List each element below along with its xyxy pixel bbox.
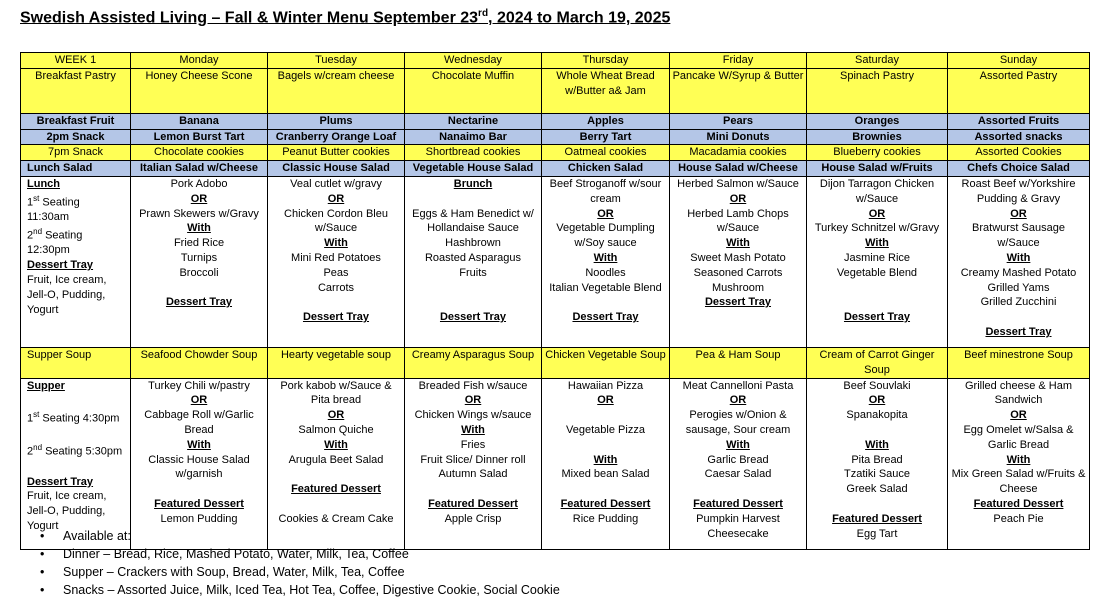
menu-heading: OR [190,394,208,407]
menu-item: Egg Omelet w/Salsa & Garlic Bread [963,423,1074,451]
snack-2pm-label: 2pm Snack [21,129,131,145]
menu-heading: OR [1010,409,1027,422]
menu-item: Fries [460,438,486,451]
menu-item: Carrots [317,281,355,294]
header-row-cell: Saturday [807,53,948,69]
menu-item: Italian Vegetable Blend [549,281,662,294]
breakfast-fruit-cell: Assorted Fruits [948,113,1090,129]
breakfast-pastry-cell: Whole Wheat Bread w/Butter a& Jam [542,68,670,113]
menu-item [407,482,539,497]
breakfast-fruit-cell: Nectarine [405,113,542,129]
menu-item: Cookies & Cream Cake [278,512,394,525]
lunch-row [21,176,1090,347]
menu-heading: Dessert Tray [704,296,772,309]
supper-soup-cell: Chicken Vegetable Soup [542,347,670,378]
menu-heading: With [726,438,750,451]
menu-heading: Featured Dessert [560,497,651,510]
menu-item [809,281,945,296]
menu-item [809,295,945,310]
menu-item: Mix Green Salad w/Fruits & Cheese [951,468,1086,496]
lunch-dessert-text: Fruit, Ice cream, Jell-O, Pudding, Yogurt [27,274,107,316]
lunch-day-cell [405,176,542,347]
header-row-cell: Friday [670,53,807,69]
snack-7pm-cell: Blueberry cookies [807,145,948,161]
menu-heading: With [324,438,348,451]
supper-soup-cell: Cream of Carrot Ginger Soup [807,347,948,378]
note-item: • Snacks – Assorted Juice, Milk, Iced Tea, Hot Tea, Coffee, Digestive Cookie, Social Cookie [40,581,560,599]
menu-heading: Dessert Tray [985,325,1052,338]
breakfast-fruit-cell: Apples [542,113,670,129]
supper-day-cell [268,378,405,549]
snack-2pm-cell: Mini Donuts [670,129,807,145]
lunch-day-cell [948,176,1090,347]
snack-7pm-row [21,145,1090,161]
menu-heading: Featured Dessert [428,497,518,510]
breakfast-pastry-cell: Chocolate Muffin [405,68,542,113]
supper-seating-2: 2nd Seating 5:30pm [27,443,123,459]
menu-item: Peach Pie [993,512,1044,525]
header-row-cell: Wednesday [405,53,542,69]
menu-item: Roasted Asparagus [424,251,521,264]
breakfast-fruit-cell: Pears [670,113,807,129]
menu-item [407,192,539,207]
lunch-title: Lunch [27,177,60,190]
menu-item: Grilled Zucchini [980,296,1057,309]
supper-day-cell [131,378,268,549]
menu-item: Seasoned Carrots [693,266,783,279]
availability-notes [40,527,560,599]
menu-item: Sweet Mash Potato [690,251,786,264]
menu-item: Caesar Salad [704,468,772,481]
menu-item: Garlic Bread [707,453,769,466]
lunch-salad-cell: Italian Salad w/Cheese [131,161,268,177]
breakfast-pastry-cell: Bagels w/cream cheese [268,68,405,113]
menu-item: Classic House Salad w/garnish [148,453,250,481]
menu-item: Mushroom [712,281,764,294]
menu-heading: Brunch [453,177,493,190]
snack-7pm-cell: Shortbread cookies [405,145,542,161]
menu-item: Breaded Fish w/sauce [418,379,528,392]
menu-heading: Featured Dessert [973,497,1064,510]
menu-heading: With [1006,251,1031,264]
lunch-seating-2: 2nd Seating [27,227,83,242]
breakfast-fruit-cell: Plums [268,113,405,129]
menu-heading: OR [868,394,886,407]
supper-soup-label: Supper Soup [21,347,131,378]
lunch-day-cell [542,176,670,347]
menu-heading: With [865,237,889,250]
menu-heading: OR [1010,207,1027,220]
supper-row [21,378,1090,549]
breakfast-pastry-label: Breakfast Pastry [21,68,131,113]
lunch-day-cell [268,176,405,347]
breakfast-fruit-cell: Banana [131,113,268,129]
menu-item [270,295,402,310]
menu-item: Herbed Lamb Chops w/Sauce [687,207,789,235]
menu-heading: With [324,237,348,250]
snack-2pm-cell: Brownies [807,129,948,145]
menu-item: Egg Tart [856,527,898,540]
menu-heading: OR [327,192,345,205]
menu-item [133,281,265,296]
snack-7pm-cell: Chocolate cookies [131,145,268,161]
menu-item: Vegetable Pizza [566,423,645,436]
menu-item: Grilled Yams [987,281,1050,294]
snack-7pm-label: 7pm Snack [21,145,131,161]
supper-day-cell [948,378,1090,549]
menu-heading: With [865,438,889,451]
menu-heading: Featured Dessert [693,497,783,510]
supper-title: Supper [27,379,65,392]
lunch-salad-cell: Vegetable House Salad [405,161,542,177]
menu-item: Fried Rice [173,237,225,250]
menu-item: Pork Adobo [170,177,228,190]
menu-item [544,295,667,310]
menu-item [544,482,667,497]
menu-heading: With [187,222,211,235]
menu-heading: Featured Dessert [832,512,922,525]
menu-item: Fruit Slice/ Dinner roll [420,453,526,466]
snack-7pm-cell: Assorted Cookies [948,145,1090,161]
menu-heading: Dessert Tray [572,311,639,324]
menu-item [950,310,1087,325]
lunch-salad-cell: House Salad w/Cheese [670,161,807,177]
supper-soup-cell: Pea & Ham Soup [670,347,807,378]
menu-item: Tzatiki Sauce [843,468,911,481]
supper-day-cell [670,378,807,549]
menu-item: Prawn Skewers w/Gravy [139,207,259,220]
menu-item [809,497,945,512]
menu-heading: Dessert Tray [439,311,507,324]
menu-item: Autumn Salad [438,468,508,481]
menu-item: Chicken Cordon Bleu w/Sauce [284,207,388,235]
menu-item: Jasmine Rice [843,251,911,264]
menu-item: Meat Cannelloni Pasta [682,379,794,392]
menu-item: Turnips [180,251,218,264]
lunch-label-cell [21,176,131,347]
lunch-salad-cell: Chefs Choice Salad [948,161,1090,177]
menu-item: Vegetable Blend [836,266,918,279]
menu-heading: With [726,237,750,250]
menu-item: Pork kabob w/Sauce & Pita bread [280,379,392,407]
lunch-time-2: 12:30pm [27,244,70,257]
menu-heading: Featured Dessert [291,483,381,496]
menu-item [407,281,539,296]
menu-item: Roast Beef w/Yorkshire Pudding & Gravy [961,177,1076,205]
supper-soup-row [21,347,1090,378]
menu-item: Chicken Wings w/sauce [414,409,532,422]
snack-2pm-cell: Cranberry Orange Loaf [268,129,405,145]
breakfast-pastry-cell: Pancake W/Syrup & Butter [670,68,807,113]
header-row-cell: Monday [131,53,268,69]
menu-heading: OR [597,394,614,407]
lunch-dessert-title: Dessert Tray [27,259,94,272]
menu-item: Veal cutlet w/gravy [290,177,382,190]
menu-item: Grilled cheese & Ham Sandwich [965,379,1072,407]
menu-table [20,52,1090,550]
menu-heading: OR [868,207,886,220]
menu-item [672,482,804,497]
supper-soup-cell: Beef minestrone Soup [948,347,1090,378]
breakfast-fruit-cell: Oranges [807,113,948,129]
breakfast-fruit-row [21,113,1090,129]
note-item: • Available at: [40,527,560,545]
menu-heading: OR [729,192,747,205]
menu-item: Perogies w/Onion & sausage, Sour cream [685,409,791,436]
menu-item: Peas [323,266,349,279]
lunch-salad-cell: Classic House Salad [268,161,405,177]
snack-2pm-cell: Berry Tart [542,129,670,145]
menu-item: Apple Crisp [444,512,502,525]
lunch-salad-label: Lunch Salad [21,161,131,177]
supper-label-cell [21,378,131,549]
breakfast-pastry-cell: Spinach Pastry [807,68,948,113]
menu-item: Hashbrown [445,237,501,250]
menu-item [270,497,402,512]
menu-item: Greek Salad [846,483,908,496]
lunch-day-cell [807,176,948,347]
menu-item [544,438,667,453]
menu-item: Pita Bread [851,453,903,466]
menu-item: Dijon Tarragon Chicken w/Sauce [819,177,935,205]
menu-item [407,295,539,310]
snack-2pm-cell: Lemon Burst Tart [131,129,268,145]
menu-heading: With [187,438,211,451]
supper-day-cell [807,378,948,549]
menu-item: Bratwurst Sausage w/Sauce [972,222,1065,250]
header-row-cell: Tuesday [268,53,405,69]
menu-heading: Featured Dessert [154,497,244,510]
supper-dessert-text: Fruit, Ice cream, Jell-O, Pudding, Yogurt [27,490,107,533]
supper-day-cell [542,378,670,549]
menu-item: Herbed Salmon w/Sauce [677,177,799,190]
menu-item: Hawaiian Pizza [567,379,644,392]
lunch-seating-1: 1st Seating [27,193,80,209]
header-row-cell: Sunday [948,53,1090,69]
supper-soup-cell: Creamy Asparagus Soup [405,347,542,378]
supper-soup-cell: Seafood Chowder Soup [131,347,268,378]
menu-item: Beef Stroganoff w/sour cream [549,177,662,205]
snack-2pm-cell: Assorted snacks [948,129,1090,145]
menu-item: Spanakopita [846,409,908,422]
menu-item: Mini Red Potatoes [291,251,381,264]
lunch-time-1: 11:30am [27,211,69,224]
menu-item: Beef Souvlaki [843,379,911,392]
menu-item: Salmon Quiche [298,423,374,436]
menu-heading: Dessert Tray [165,296,233,309]
menu-title-main: Swedish Assisted Living – Fall & Winter Menu September 23 [20,9,479,27]
supper-day-cell [405,378,542,549]
menu-item: Rice Pudding [572,512,639,525]
menu-item: Cabbage Roll w/Garlic Bread [144,409,254,436]
menu-heading: Dessert Tray [843,311,911,324]
breakfast-pastry-row [21,68,1090,113]
note-item: • Supper – Crackers with Soup, Bread, Water, Milk, Tea, Coffee [40,563,560,581]
snack-2pm-row [21,129,1090,145]
lunch-day-cell [670,176,807,347]
supper-soup-cell: Hearty vegetable soup [268,347,405,378]
lunch-salad-cell: House Salad w/Fruits [807,161,948,177]
lunch-salad-row [21,161,1090,177]
menu-heading: With [593,453,618,466]
menu-heading: OR [190,192,208,205]
snack-7pm-cell: Macadamia cookies [670,145,807,161]
menu-item: Creamy Mashed Potato [960,266,1077,279]
breakfast-pastry-cell: Honey Cheese Scone [131,68,268,113]
note-item: • Dinner – Bread, Rice, Mashed Potato, Water, Milk, Tea, Coffee [40,545,560,563]
menu-item: Broccoli [179,266,219,279]
menu-item [809,423,945,438]
menu-item: Vegetable Dumpling w/Soy sauce [556,222,655,250]
menu-item: Fruits [459,266,487,279]
menu-title-ordinal: rd [478,8,489,19]
menu-item: Turkey Chili w/pastry [148,379,250,392]
menu-item: Mixed bean Salad [561,468,650,481]
menu-item [133,482,265,497]
header-row-label: WEEK 1 [21,53,131,69]
menu-item [544,408,667,423]
menu-heading: With [461,423,485,436]
supper-dessert-title: Dessert Tray [27,475,94,488]
menu-heading: With [593,251,618,264]
menu-item: Arugula Beet Salad [288,453,384,466]
menu-heading: OR [597,207,614,220]
menu-item: Turkey Schnitzel w/Gravy [814,222,940,235]
menu-item: Lemon Pudding [160,512,238,525]
snack-7pm-cell: Oatmeal cookies [542,145,670,161]
menu-item [270,467,402,482]
breakfast-fruit-label: Breakfast Fruit [21,113,131,129]
snack-2pm-cell: Nanaimo Bar [405,129,542,145]
menu-title-range: , 2024 to March 19, 2025 [488,9,671,27]
snack-7pm-cell: Peanut Butter cookies [268,145,405,161]
header-row-cell: Thursday [542,53,670,69]
menu-item: Eggs & Ham Benedict w/ Hollandaise Sauce [412,207,534,235]
menu-heading: Dessert Tray [302,311,370,324]
header-row [21,53,1090,69]
lunch-salad-cell: Chicken Salad [542,161,670,177]
supper-seating-1: 1st Seating 4:30pm [27,410,120,425]
menu-item: Pumpkin Harvest Cheesecake [696,512,780,540]
menu-heading: OR [327,409,345,422]
menu-heading: OR [464,394,482,407]
lunch-day-cell [131,176,268,347]
menu-heading: OR [729,394,747,407]
menu-heading: With [1006,453,1031,466]
breakfast-pastry-cell: Assorted Pastry [948,68,1090,113]
menu-item: Noodles [585,266,626,279]
menu-title [20,8,670,27]
